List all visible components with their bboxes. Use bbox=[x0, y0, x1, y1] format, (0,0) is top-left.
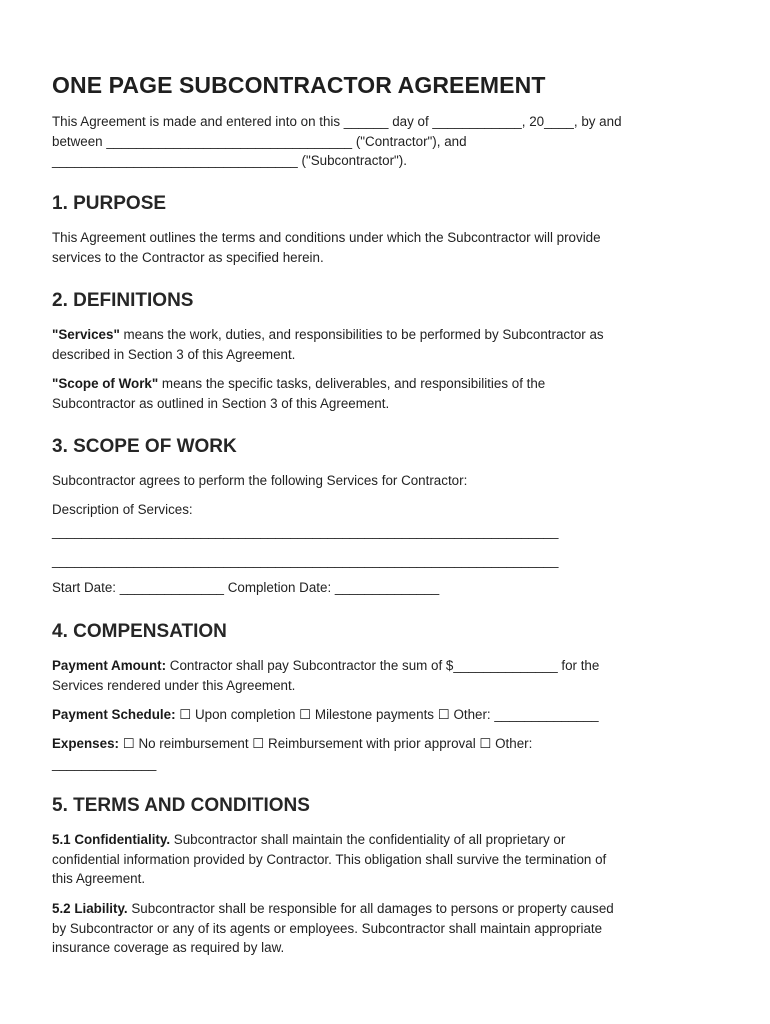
definition-services bbox=[52, 325, 604, 364]
expenses-options: ☐ No reimbursement ☐ Reimbursement with prior approval ☐ Other: bbox=[119, 736, 533, 751]
clause-confidentiality bbox=[52, 830, 606, 889]
intro-line: _________________________________ ("Subcontractor"). bbox=[52, 153, 407, 168]
expenses-label: Expenses: bbox=[52, 736, 119, 751]
paragraph-line bbox=[52, 656, 599, 676]
definition-scope bbox=[52, 374, 545, 413]
paragraph-line: Subcontractor as outlined in Section 3 of this Agreement. bbox=[52, 395, 390, 411]
definition-text: means the specific tasks, deliverables, and responsibilities of the bbox=[158, 376, 546, 391]
liability-label: 5.2 Liability. bbox=[52, 901, 128, 916]
payment-schedule bbox=[52, 705, 599, 725]
intro-line: This Agreement is made and entered into on this ______ day of ____________, 20____, by and bbox=[52, 114, 622, 129]
description-blank-line: ____________________________________________________________________ bbox=[52, 524, 559, 539]
paragraph-line bbox=[52, 830, 606, 850]
payment-amount-label: Payment Amount: bbox=[52, 658, 167, 673]
term-scope-of-work: "Scope of Work" bbox=[52, 376, 159, 391]
description-blank-line: ____________________________________________________________________ bbox=[52, 553, 559, 568]
paragraph-line: this Agreement. bbox=[52, 871, 146, 886]
clause-liability bbox=[52, 899, 614, 958]
paragraph-line: confidential information provided by Contractor. This obligation shall survive the termination of bbox=[52, 851, 607, 867]
definition-text: means the work, duties, and responsibilities to be performed by Subcontractor as bbox=[119, 327, 604, 342]
clause-text: Subcontractor shall be responsible for all damages to persons or property caused bbox=[127, 901, 614, 916]
scope-agree-text: Subcontractor agrees to perform the following Services for Contractor: bbox=[52, 473, 468, 488]
purpose-paragraph bbox=[52, 228, 601, 267]
expenses bbox=[52, 734, 532, 773]
term-services: "Services" bbox=[52, 327, 120, 342]
payment-amount-text: Contractor shall pay Subcontractor the sum of $______________ for the bbox=[166, 658, 600, 673]
paragraph-line bbox=[52, 374, 545, 394]
payment-schedule-options: ☐ Upon completion ☐ Milestone payments ☐ Other: ______________ bbox=[175, 707, 599, 722]
paragraph-line bbox=[52, 734, 532, 754]
payment-amount bbox=[52, 656, 599, 695]
paragraph-line bbox=[52, 325, 604, 345]
dates-line: Start Date: ______________ Completion Date: ______________ bbox=[52, 580, 440, 595]
document-title: ONE PAGE SUBCONTRACTOR AGREEMENT bbox=[52, 72, 546, 98]
paragraph-line: services to the Contractor as specified herein. bbox=[52, 249, 324, 265]
payment-schedule-label: Payment Schedule: bbox=[52, 707, 176, 722]
confidentiality-label: 5.1 Confidentiality. bbox=[52, 832, 171, 847]
section-heading-scope: 3. SCOPE OF WORK bbox=[52, 436, 237, 457]
paragraph-line: Services rendered under this Agreement. bbox=[52, 677, 296, 693]
intro-paragraph bbox=[52, 112, 622, 171]
section-heading-terms: 5. TERMS AND CONDITIONS bbox=[52, 795, 310, 816]
description-label: Description of Services: bbox=[52, 502, 193, 517]
paragraph-line: This Agreement outlines the terms and conditions under which the Subcontractor will provide bbox=[52, 230, 601, 245]
paragraph-line: described in Section 3 of this Agreement. bbox=[52, 346, 296, 362]
paragraph-line: insurance coverage as required by law. bbox=[52, 940, 285, 955]
section-heading-compensation: 4. COMPENSATION bbox=[52, 621, 227, 642]
clause-text: Subcontractor shall maintain the confidentiality of all proprietary or bbox=[170, 832, 566, 847]
expenses-blank: ______________ bbox=[52, 755, 157, 771]
paragraph-line: by Subcontractor or any of its agents or employees. Subcontractor shall maintain appropriate bbox=[52, 920, 603, 936]
paragraph-line bbox=[52, 899, 614, 919]
section-heading-purpose: 1. PURPOSE bbox=[52, 193, 167, 214]
section-heading-definitions: 2. DEFINITIONS bbox=[52, 290, 194, 311]
intro-line: between _________________________________ ("Contractor"), and bbox=[52, 133, 467, 149]
